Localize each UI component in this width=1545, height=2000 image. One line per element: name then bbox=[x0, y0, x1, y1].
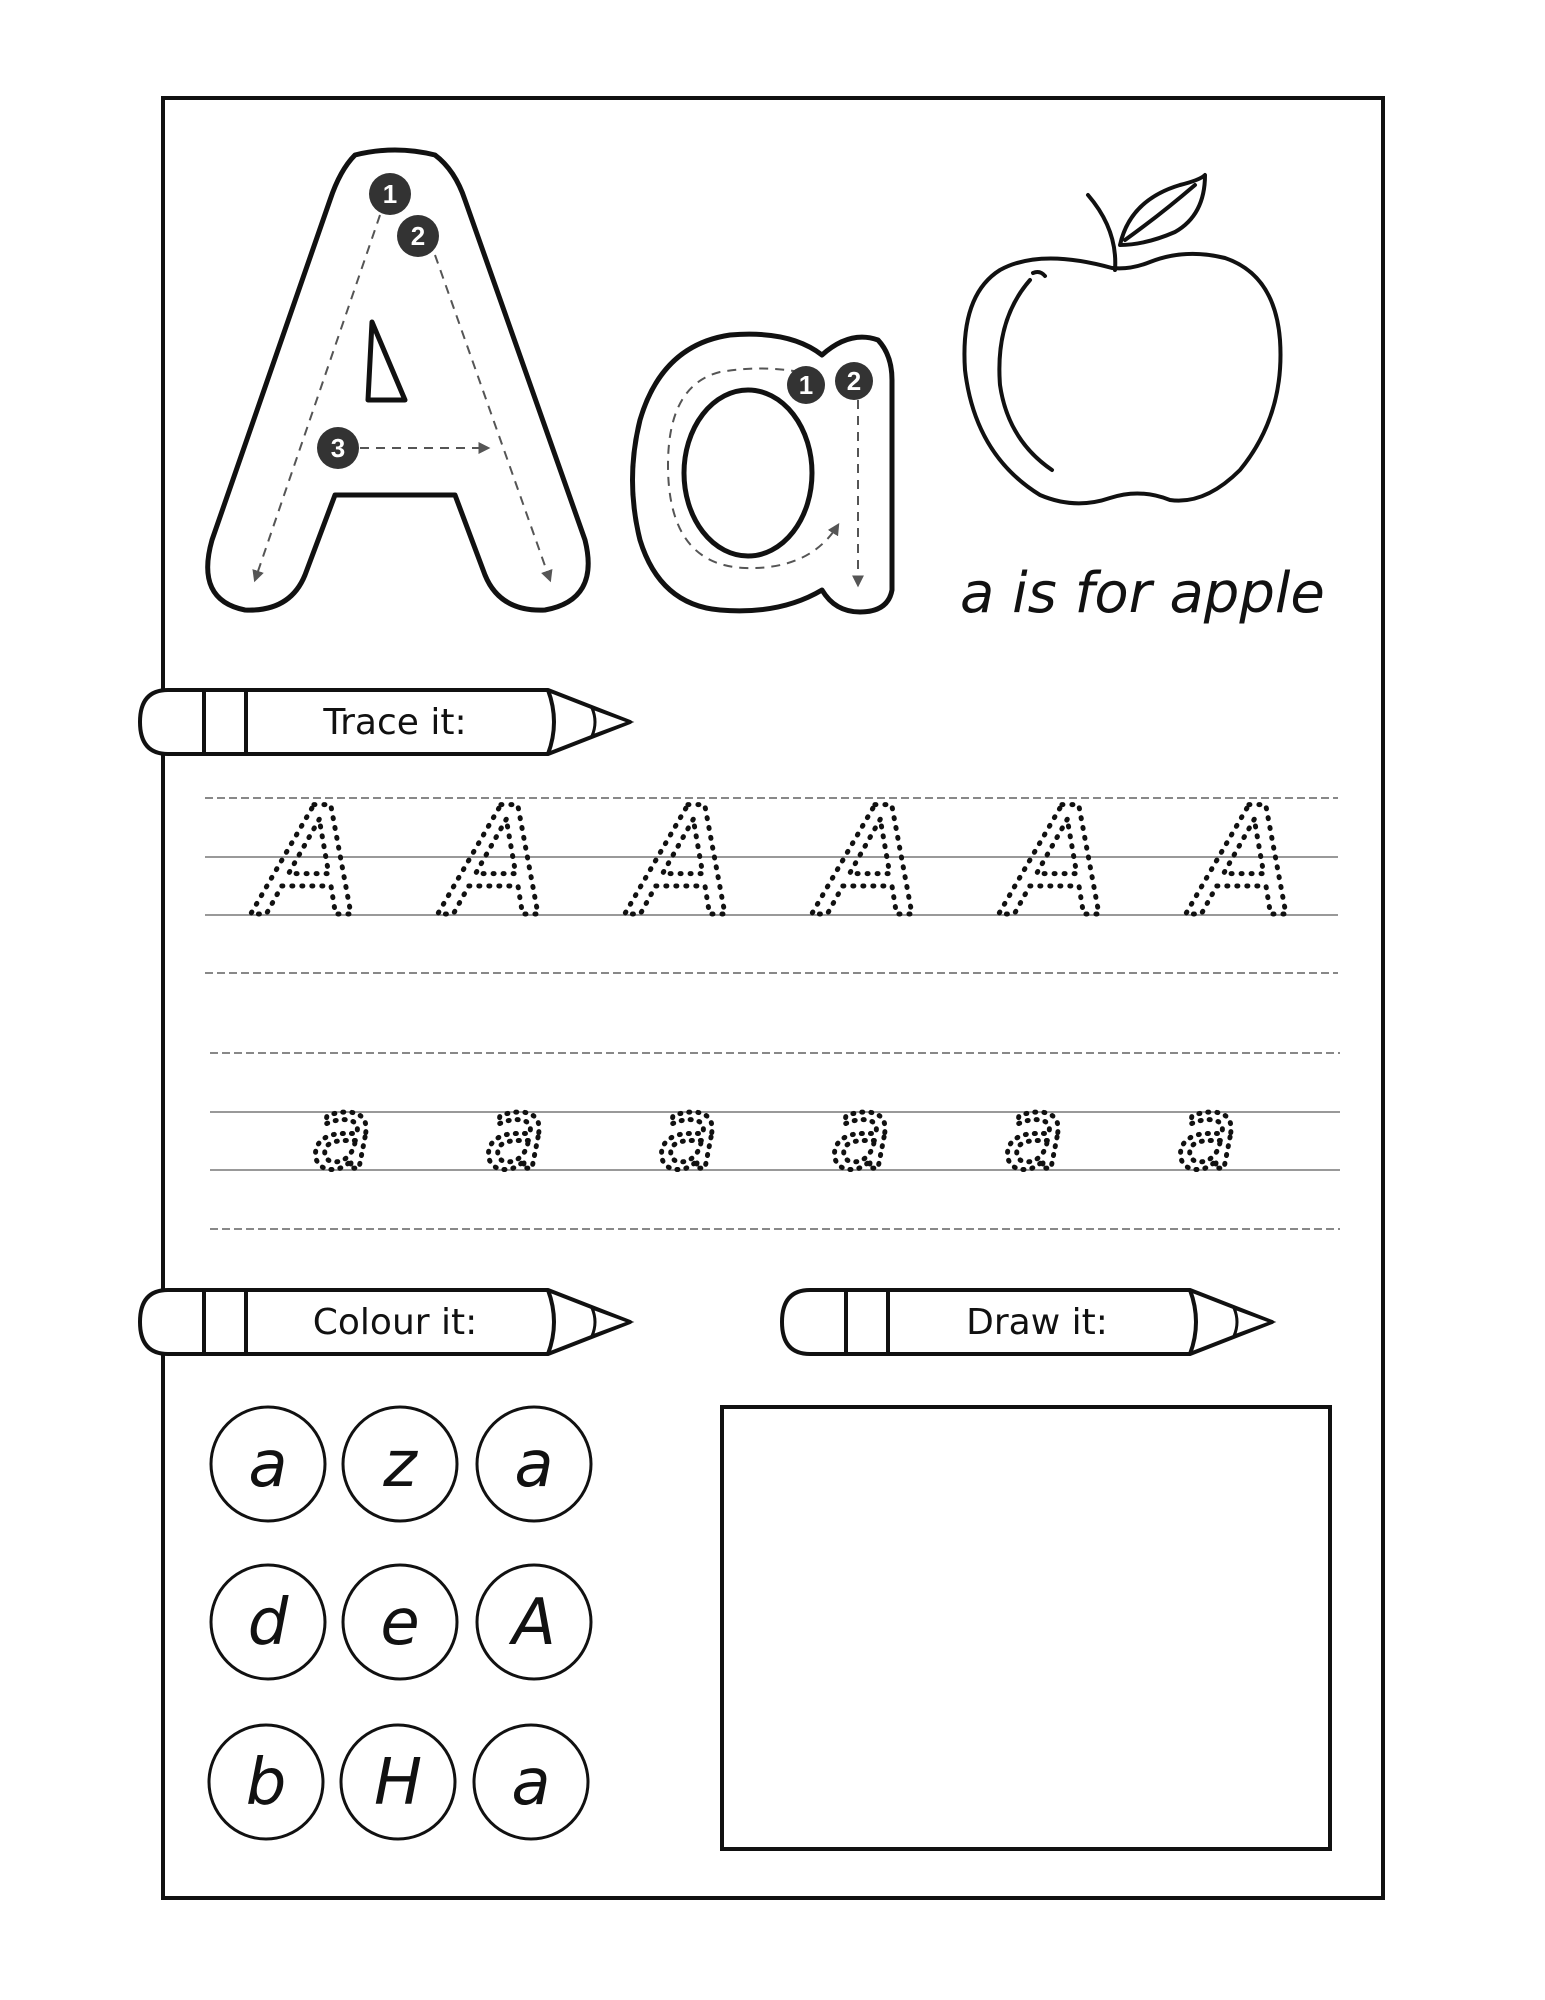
trace-letter[interactable]: A bbox=[1193, 776, 1297, 950]
colour-circle[interactable] bbox=[341, 1725, 455, 1839]
apple-caption: a is for apple bbox=[960, 561, 1325, 626]
draw-area[interactable] bbox=[722, 1407, 1330, 1849]
circle-letter: a bbox=[248, 1428, 288, 1502]
trace-letter[interactable]: A bbox=[258, 776, 362, 950]
colour-circle[interactable] bbox=[477, 1407, 591, 1521]
trace-letter[interactable]: A bbox=[632, 776, 736, 950]
stroke-number-3 bbox=[317, 427, 359, 469]
colour-it-label: Colour it: bbox=[312, 1302, 478, 1343]
lowercase-stroke-number-1-label: 1 bbox=[798, 370, 814, 400]
trace-letter[interactable]: A bbox=[445, 776, 549, 950]
trace-letter[interactable]: a bbox=[1003, 1075, 1065, 1192]
circle-letter: A bbox=[512, 1586, 556, 1660]
trace-letter[interactable]: a bbox=[1176, 1075, 1238, 1192]
draw-it-pencil bbox=[782, 1290, 1272, 1354]
colour-it-pencil bbox=[140, 1290, 630, 1354]
circle-letter: z bbox=[383, 1428, 417, 1502]
circle-letter: H bbox=[373, 1746, 423, 1820]
lowercase-writing-lines bbox=[210, 1053, 1340, 1229]
trace-letter[interactable]: a bbox=[311, 1075, 373, 1192]
stroke-number-2 bbox=[397, 215, 439, 257]
stroke-number-1 bbox=[369, 173, 411, 215]
uppercase-a-tracing-guide bbox=[208, 150, 589, 610]
circle-letter: d bbox=[247, 1586, 289, 1660]
lowercase-trace-row bbox=[311, 1075, 1237, 1192]
colour-circle[interactable] bbox=[209, 1725, 323, 1839]
trace-it-pencil bbox=[140, 690, 630, 754]
trace-it-label: Trace it: bbox=[323, 702, 467, 743]
trace-letter[interactable]: a bbox=[830, 1075, 892, 1192]
lowercase-stroke-number-1 bbox=[787, 366, 825, 404]
lowercase-a-counter bbox=[684, 390, 812, 556]
colour-circle[interactable] bbox=[477, 1565, 591, 1679]
draw-it-label: Draw it: bbox=[966, 1302, 1108, 1343]
colour-circle[interactable] bbox=[343, 1565, 457, 1679]
trace-letter[interactable]: a bbox=[484, 1075, 546, 1192]
colour-circle[interactable] bbox=[343, 1407, 457, 1521]
circle-letter: b bbox=[245, 1746, 287, 1820]
colour-circle[interactable] bbox=[211, 1407, 325, 1521]
lowercase-stroke-number-2 bbox=[835, 362, 873, 400]
trace-letter[interactable]: A bbox=[1006, 776, 1110, 950]
circle-letter: e bbox=[380, 1586, 420, 1660]
trace-letter[interactable]: A bbox=[819, 776, 923, 950]
stroke-number-1-label: 1 bbox=[382, 179, 398, 209]
stroke-number-2-label: 2 bbox=[410, 221, 426, 251]
apple-icon bbox=[964, 175, 1280, 503]
colour-circle[interactable] bbox=[474, 1725, 588, 1839]
circle-letter: a bbox=[514, 1428, 554, 1502]
trace-letter[interactable]: a bbox=[657, 1075, 719, 1192]
lowercase-stroke-number-2-label: 2 bbox=[846, 366, 862, 396]
stroke-number-3-label: 3 bbox=[330, 433, 346, 463]
uppercase-writing-lines bbox=[205, 798, 1338, 973]
uppercase-trace-row bbox=[251, 776, 1297, 950]
lowercase-a-tracing-guide bbox=[633, 334, 893, 612]
circle-letter: a bbox=[511, 1746, 551, 1820]
colour-circle[interactable] bbox=[211, 1565, 325, 1679]
colour-circles-grid bbox=[209, 1407, 591, 1839]
